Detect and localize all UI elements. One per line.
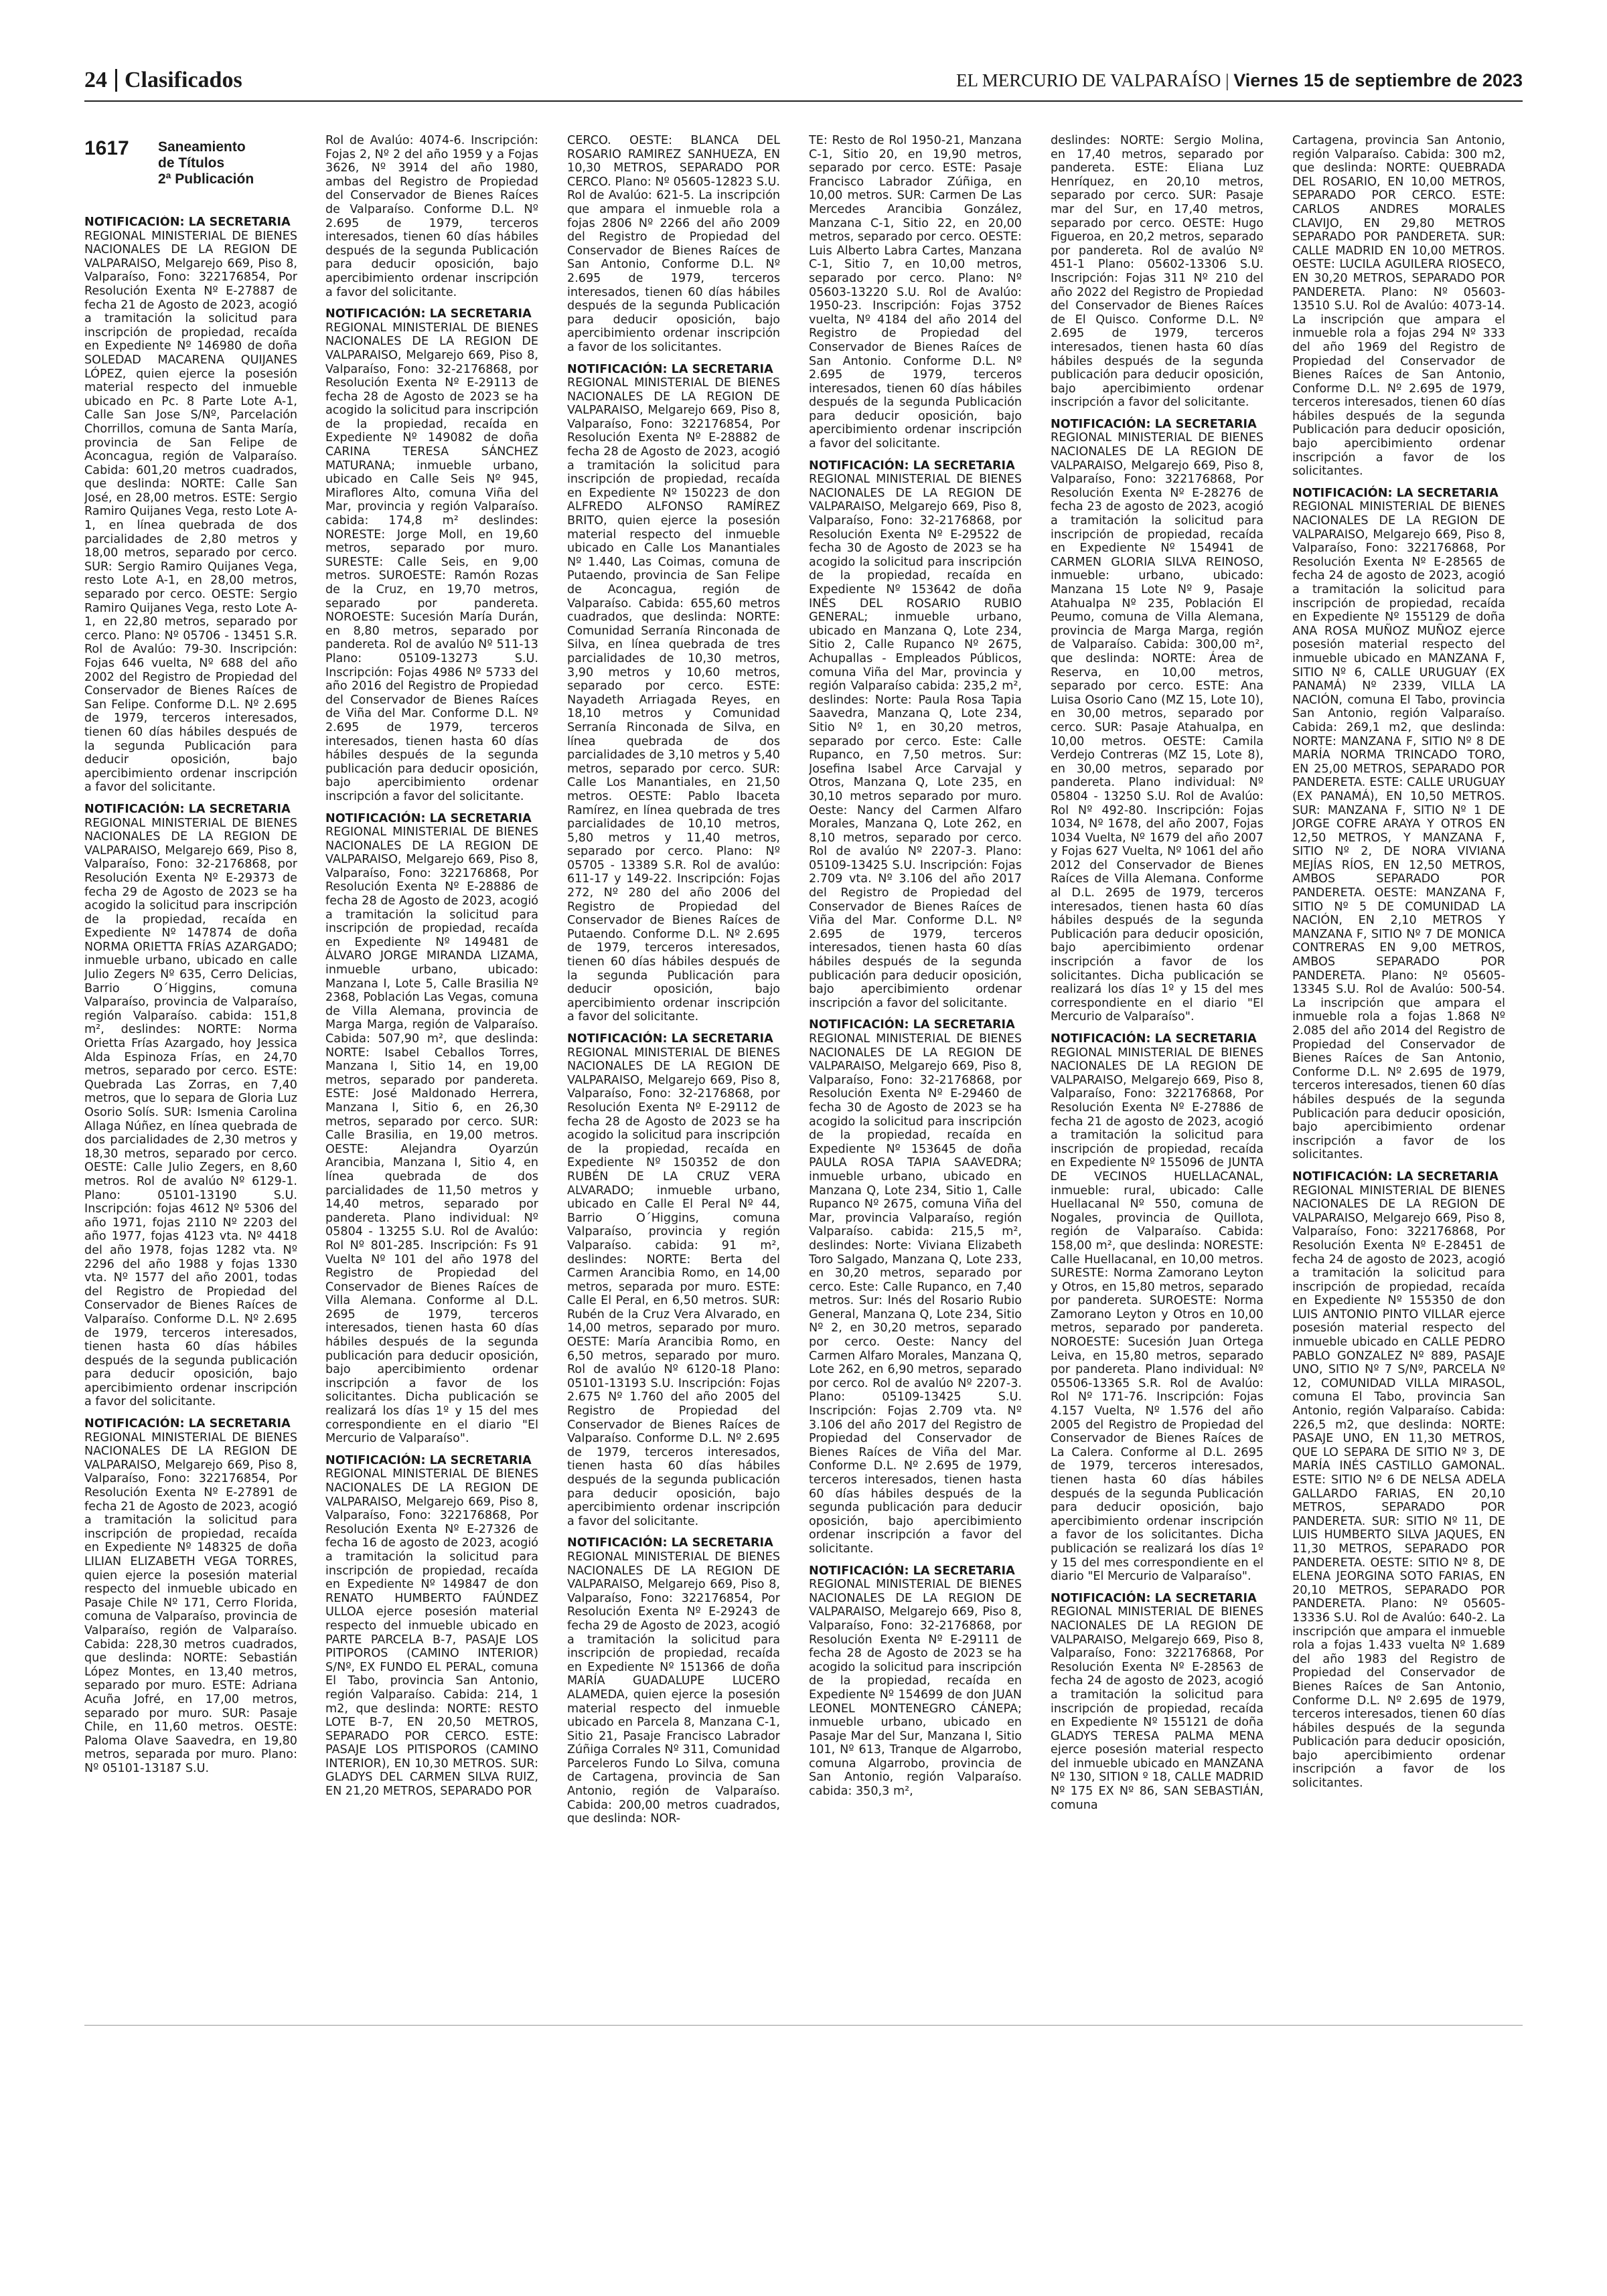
notice-heading: NOTIFICACIÓN: LA SECRETARIA: [567, 1032, 773, 1046]
legal-notice: [809, 459, 1022, 1011]
legal-notice: [325, 134, 538, 299]
legal-notice: [567, 1536, 780, 1825]
notice-heading: NOTIFICACIÓN: LA SECRETARIA: [84, 216, 291, 229]
notice-body: REGIONAL MINISTERIAL DE BIENES NACIONALES DE LA REGION DE VALPARAISO, Melgarejo 669, Piso 8, Valparaíso, Fono: 322176868, Por Resolución Exenta Nº E-28276 de fecha 23 de agosto de 2023, acogió a tramitación la solicitud para inscripción de propiedad, recaída en Expediente Nº 154941 de CARMEN GLORIA SILVA REINOSO, inmueble: urbano, ubicado: Manzana 15 Lote Nº 9, Pasaje Atahualpa Nº 235, Población El Peumo, comuna de Villa Alemana, provincia de Marga Marga, región de Valparaíso. Cabida: 300,00 m², que deslinda: NORTE: Área de Reserva, en 10,00 metros, separado por cerco. ESTE: Ana Luisa Osorio Cano (MZ 15, Lote 10), en 30,00 metros, separado por cerco. SUR: Pasaje Atahualpa, en 10,00 metros. OESTE: Camila Verdejo Contreras (MZ 15, Lote 8), en 30,00 metros, separado por pandereta. Plano individual: Nº 05804 - 13250 S.U. Rol de Avalúo: Rol Nº 492-80. Inscripción: Fojas 1034, Nº 1678, del año 2007, Fojas 1034 Vuelta, Nº 1679 del año 2007 y Fojas 627 Vuelta, Nº 1061 del año 2012 del Conservador de Bienes Raíces de Villa Alemana. Conforme al D.L. 2695 de 1979, terceros interesados, tienen hasta 60 días hábiles después de la segunda Publicación para deducir oposición, bajo apercibimiento ordenar inscripción a favor de los solicitantes. Dicha publicación se realizará los días 1º y 15 del mes correspondiente en el diario "El Mercurio de Valparaíso".: [1051, 431, 1264, 1024]
legal-notice: [325, 1454, 538, 1799]
legal-notice: [567, 363, 780, 1025]
notice-heading: NOTIFICACIÓN: LA SECRETARIA: [1051, 417, 1257, 431]
notice-body: Rol de Avalúo: 4074-6. Inscripción: Fojas 2, Nº 2 del año 1959 y a Fojas 3626, Nº 3914 del año 1980, ambas del Registro de Propiedad del Conservador de Bienes Raíces de Valparaíso. Conforme D.L. Nº 2.695 de 1979, terceros interesados, tienen 60 días hábiles después de la segunda Publicación para deducir oposición, bajo apercibimiento ordenar inscripción a favor del solicitante.: [325, 134, 538, 299]
legal-notice: [1051, 134, 1264, 410]
notice-heading: NOTIFICACIÓN: LA SECRETARIA: [84, 802, 291, 816]
notice-body: REGIONAL MINISTERIAL DE BIENES NACIONALES DE LA REGION DE VALPARAISO, Melgarejo 669, Piso 8, Valparaíso, Fono: 322176868, Por Resolución Exenta Nº E-28886 de fecha 28 de Agosto de 2023, acogió a tramitación la solicitud para inscripción de propiedad, recaída en Expediente Nº 149481 de ÁLVARO JORGE MIRANDA LIZAMA, inmueble urbano, ubicado: Manzana I, Lote 5, Calle Brasilia Nº 2368, Población Las Vegas, comuna de Villa Alemana, provincia de Marga Marga, región de Valparaíso. Cabida: 507,90 m², que deslinda: NORTE: Isabel Ceballos Torres, Manzana I, Sitio 14, en 19,00 metros, separado por pandereta. ESTE: José Maldonado Herrera, Manzana I, Sitio 6, en 26,30 metros, separado por cerco. SUR: Calle Brasilia, en 19,00 metros. OESTE: Alejandra Oyarzún Arancibia, Manzana I, Sitio 4, en línea quebrada de dos parcialidades de 11,50 metros y 14,40 metros, separado por pandereta. Plano individual: Nº 05804 - 13255 S.U. Rol de Avalúo: Rol Nº 801-285. Inscripción: Fs 91 Vuelta Nº 101 del año 1978 del Registro de Propiedad del Conservador de Bienes Raíces de Villa Alemana. Conforme al D.L. 2695 de 1979, terceros interesados, tienen hasta 60 días hábiles después de la segunda publicación para deducir oposición, bajo apercibimiento ordenar inscripción a favor de los solicitantes. Dicha publicación se realizará los días 1º y 15 del mes correspondiente en el diario "El Mercurio de Valparaíso".: [325, 825, 538, 1446]
legal-notice: [567, 134, 780, 355]
notice-heading: NOTIFICACIÓN: LA SECRETARIA: [1051, 1591, 1257, 1605]
classified-title: [158, 139, 254, 187]
notice-body: REGIONAL MINISTERIAL DE BIENES NACIONALES DE LA REGION DE VALPARAISO, Melgarejo 669, Piso 8, Valparaíso, Fono: 32-2176868, por Resolución Exenta Nº E-29522 de fecha 30 de Agosto de 2023 se ha acogido la solicitud para inscripción de la propiedad, recaída en Expediente Nº 153642 de doña INÉS DEL ROSARIO RUBIO GENERAL; inmueble urbano, ubicado en Manzana Q, Lote 234, Sitio 2, Calle Rupanco Nº 2675, Achupallas - Empleados Públicos, comuna Viña del Mar, provincia y región Valparaíso cabida: 235,2 m², deslindes: Norte: Paula Rosa Tapia Saavedra, Manzana Q, Lote 234, Sitio Nº 1, en 30,20 metros, separado por cerco. Este: Calle Rupanco, en 7,50 metros. Sur: Josefina Isabel Arce Carvajal y Otros, Manzana Q, Lote 235, en 30,10 metros separado por muro. Oeste: Nancy del Carmen Alfaro Morales, Manzana Q, Lote 262, en 8,10 metros, separado por cerco. Rol de avalúo Nº 2207-3. Plano: 05109-13425 S.U. Inscripción: Fojas 2.709 vta. Nº 3.106 del año 2017 del Registro de Propiedad del Conservador de Bienes Raíces de Viña del Mar. Conforme D.L. Nº 2.695 de 1979, terceros interesados, tienen hasta 60 días hábiles después de la segunda publicación para deducir oposición, bajo apercibimiento ordenar inscripción a favor del solicitante.: [809, 473, 1022, 1010]
legal-notice: [1292, 487, 1505, 1162]
page-header: [84, 64, 1523, 98]
notice-heading: NOTIFICACIÓN: LA SECRETARIA: [567, 362, 773, 376]
notice-body: REGIONAL MINISTERIAL DE BIENES NACIONALES DE LA REGION DE VALPARAISO, Melgarejo 669, Piso 8, Valparaíso, Fono: 32-2176868, por Resolución Exenta Nº E-29112 de fecha 28 de Agosto de 2023 se ha acogido la solicitud para inscripción de la propiedad, recaída en Expediente Nº 150352 de don RUBÉN DE LA CRUZ VERA ALVARADO; inmueble urbano, ubicado en Calle El Peral Nº 44, Barrio O´Higgins, comuna Valparaíso, provincia y región Valparaíso. cabida: 91 m², deslindes: NORTE: Berta del Carmen Arancibia Romo, en 14,00 metros, separada por muro. ESTE: Calle El Peral, en 6,50 metros. SUR: Rubén de la Cruz Vera Alvarado, en 14,00 metros, separado por muro. OESTE: María Arancibia Romo, en 6,50 metros, separado por muro. Rol de avalúo Nº 6120-18 Plano: 05101-13193 S.U. Inscripción: Fojas 2.675 Nº 1.760 del año 2005 del Registro de Propiedad del Conservador de Bienes Raíces de Valparaíso. Conforme D.L. Nº 2.695 de 1979, terceros interesados, tienen hasta 60 días hábiles después de la segunda publicación para deducir oposición, bajo apercibimiento ordenar inscripción a favor del solicitante.: [567, 1046, 780, 1528]
notice-heading: NOTIFICACIÓN: LA SECRETARIA: [809, 459, 1015, 473]
notice-body: REGIONAL MINISTERIAL DE BIENES NACIONALES DE LA REGION DE VALPARAISO, Melgarejo 669, Piso 8, Valparaíso, Fono: 322176854, Por Resolución Exenta Nº E-29243 de fecha 29 de Agosto de 2023, acogió a tramitación la solicitud para inscripción de propiedad, recaída en Expediente Nº 151366 de doña MARÍA GUADALUPE LUCERO ALAMEDA, quien ejerce la posesión material respecto del inmueble ubicado en Parcela 8, Manzana C-1, Sitio 21, Pasaje Francisco Labrador Zúñiga Corrales Nº 311, Comunidad Parceleros Fundo Lo Silva, comuna de Cartagena, provincia de San Antonio, región de Valparaíso. Cabida: 200,00 metros cuadrados, que deslinda: NOR-: [567, 1550, 780, 1826]
notice-body: REGIONAL MINISTERIAL DE BIENES NACIONALES DE LA REGION DE VALPARAISO, Melgarejo 669, Piso 8, Valparaíso, Fono: 32-2176868, por Resolución Exenta Nº E-29111 de fecha 28 de Agosto de 2023 se ha acogido la solicitud para inscripción de la propiedad, recaída en Expediente Nº 154699 de don JUAN LEONEL MONTENEGRO CÁNEPA; inmueble urbano, ubicado en Pasaje Mar del Sur, Manzana I, Sitio 101, Nº 613, Tranque de Algarrobo, comuna Algarrobo, provincia de San Antonio, región Valparaíso. cabida: 350,3 m²,: [809, 1578, 1022, 1799]
column-5: [1051, 134, 1264, 2022]
header-rule: [84, 100, 1523, 102]
legal-notice: [84, 1417, 297, 1775]
classified-title-line: 2ª Publicación: [158, 171, 254, 187]
notice-heading: NOTIFICACIÓN: LA SECRETARIA: [1292, 486, 1499, 500]
notice-body: REGIONAL MINISTERIAL DE BIENES NACIONALES DE LA REGION DE VALPARAISO, Melgarejo 669, Piso 8, Valparaíso, Fono: 322176854, Por Resolución Exenta Nº E-27887 de fecha 21 de Agosto de 2023, acogió a tramitación la solicitud para inscripción de propiedad, recaída en Expediente Nº 146980 de doña SOLEDAD MACARENA QUIJANES LÓPEZ, quien ejerce la posesión material respecto del inmueble ubicado en Pc. 8 Parte Lote A-1, Calle San Jose S/Nº, Parcelación Chorrillos, comuna de Santa María, provincia de San Felipe de Aconcagua, región de Valparaíso. Cabida: 601,20 metros cuadrados, que deslinda: NORTE: Calle San José, en 28,00 metros. ESTE: Sergio Ramiro Quijanes Vega, resto Lote A-1, en línea quebrada de dos parcialidades de 2,80 metros y 18,00 metros, separado por cerco. SUR: Sergio Ramiro Quijanes Vega, resto Lote A-1, en 28,00 metros, separado por cerco. OESTE: Sergio Ramiro Quijanes Vega, resto Lote A-1, en 22,80 metros, separado por cerco. Plano: Nº 05706 - 13451 S.R. Rol de Avalúo: 79-30. Inscripción: Fojas 646 vuelta, Nº 688 del año 2002 del Registro de Propiedad del Conservador de Bienes Raíces de San Felipe. Conforme D.L. Nº 2.695 de 1979, terceros interesados, tienen 60 días hábiles después de la segunda Publicación para deducir oposición, bajo apercibimiento ordenar inscripción a favor del solicitante.: [84, 229, 297, 795]
notice-body: REGIONAL MINISTERIAL DE BIENES NACIONALES DE LA REGION DE VALPARAISO, Melgarejo 669, Piso 8, Valparaíso, Fono: 322176854, Por Resolución Exenta Nº E-27891 de fecha 21 de Agosto de 2023, acogió a tramitación la solicitud para inscripción de propiedad, recaída en Expediente Nº 148325 de doña LILIAN ELIZABETH VEGA TORRES, quien ejerce la posesión material respecto del inmueble ubicado en Pasaje Chile Nº 171, Cerro Florida, comuna de Valparaíso, provincia de Valparaíso, región de Valparaíso. Cabida: 228,30 metros cuadrados, que deslinda: NORTE: Sebastián López Montes, en 13,40 metros, separado por muro. ESTE: Adriana Acuña Jofré, en 17,00 metros, separado por muro. SUR: Pasaje Chile, en 11,60 metros. OESTE: Paloma Olave Saavedra, en 19,80 metros, separada por muro. Plano: Nº 05101-13187 S.U.: [84, 1430, 297, 1775]
notice-body: REGIONAL MINISTERIAL DE BIENES NACIONALES DE LA REGION DE VALPARAISO, Melgarejo 669, Piso 8, Valparaíso, Fono: 32-2176868, por Resolución Exenta Nº E-29373 de fecha 29 de Agosto de 2023 se ha acogido la solicitud para inscripción de la propiedad, recaída en Expediente Nº 147874 de doña NORMA ORIETTA FRÍAS AZARGADO; inmueble urbano, ubicado en calle Julio Zegers Nº 635, Cerro Delicias, Barrio O´Higgins, comuna Valparaíso, provincia de Valparaíso, región Valparaíso. cabida: 151,8 m², deslindes: NORTE: Norma Orietta Frías Azargado, hoy Jessica Alda Espinoza Frías, en 24,70 metros, separado por cerco. ESTE: Quebrada Las Zorras, en 7,40 metros, que lo separa de Gloria Luz Osorio Solís. SUR: Ismenia Carolina Allaga Núñez, en línea quebrada de dos parcialidades de 2,30 metros y 18,30 metros, separado por cerco. OESTE: Calle Julio Zegers, en 8,60 metros. Rol de avalúo Nº 6129-1. Plano: 05101-13190 S.U. Inscripción: fojas 4612 Nº 5306 del año 1971, fojas 2110 Nº 2203 del año 1977, fojas 4123 vta. Nº 4418 del año 1978, fojas 1282 vta. Nº 2296 del año 1988 y fojas 1330 vta. Nº 1577 del año 2001, todas del Registro de Propiedad del Conservador de Bienes Raíces de Valparaíso. Conforme D.L. Nº 2.695 de 1979, terceros interesados, tienen hasta 60 días hábiles después de la segunda publicación para deducir oposición, bajo apercibimiento ordenar inscripción a favor del solicitante.: [84, 816, 297, 1409]
legal-notice: [809, 1018, 1022, 1556]
legal-notice: [1292, 134, 1505, 479]
notice-body: REGIONAL MINISTERIAL DE BIENES NACIONALES DE LA REGION DE VALPARAISO, Melgarejo 669, Piso 8, Valparaíso, Fono: 322176868, Por Resolución Exenta Nº E-28565 de fecha 24 de agosto de 2023, acogió a tramitación la solicitud para inscripción de propiedad, recaída en Expediente Nº 155129 de doña ANA ROSA MUÑOZ MUÑOZ ejerce posesión material respecto del inmueble ubicado en MANZANA F, SITIO Nº 6, CALLE URUGUAY (EX PANAMÁ) Nº 2339, VILLA LA NACIÓN, comuna El Tabo, provincia San Antonio, región Valparaíso. Cabida: 269,1 m2, que deslinda: NORTE: MANZANA F, SITIO Nº 8 DE MARÍA NORMA TRINCADO TORO, EN 25,00 METROS, SEPARADO POR PANDERETA. ESTE: CALLE URUGUAY (EX PANAMÁ), EN 10,50 METROS. SUR: MANZANA F, SITIO Nº 1 DE JORGE COFRE ARAYA Y OTROS EN 12,50 METROS, Y MANZANA F, SITIO Nº 2, DE NORA VIVIANA MEJÍAS RÍOS, EN 12,50 METROS, AMBOS SEPARADO POR PANDERETA. OESTE: MANZANA F, SITIO Nº 5 DE COMUNIDAD LA NACIÓN, EN 2,10 METROS Y MANZANA F, SITIO Nº 7 DE MONICA CONTRERAS EN 9,00 METROS, AMBOS SEPARADO POR PANDERETA. Plano: Nº 05605-13345 S.U. Rol de Avalúo: 500-54. La inscripción que ampara el inmueble rola a fojas 1.868 Nº 2.085 del año 2014 del Registro de Propiedad del Conservador de Bienes Raíces de San Antonio, Conforme D.L. Nº 2.695 de 1979, terceros interesados, tienen 60 días hábiles después de la segunda Publicación para deducir oposición, bajo apercibimiento ordenar inscripción a favor de los solicitantes.: [1292, 500, 1505, 1162]
notice-heading: NOTIFICACIÓN: LA SECRETARIA: [325, 811, 532, 825]
legal-notice: [1051, 1592, 1264, 1813]
footer-rule: [84, 2025, 1523, 2026]
notice-body: REGIONAL MINISTERIAL DE BIENES NACIONALES DE LA REGION DE VALPARAISO, Melgarejo 669, Piso 8, Valparaíso, Fono: 322176854, Por Resolución Exenta Nº E-28882 de fecha 28 de Agosto de 2023, acogió a tramitación la solicitud para inscripción de propiedad, recaída en Expediente Nº 150223 de don ALFREDO ALFONSO RAMÍREZ BRITO, quien ejerce la posesión material respecto del inmueble ubicado en Calle Los Manantiales Nº 1.440, Las Coimas, comuna de Putaendo, provincia de San Felipe de Aconcagua, región de Valparaíso. Cabida: 655,60 metros cuadrados, que deslinda: NORTE: Comunidad Serranía Rinconada de Silva, en línea quebrada de tres parcialidades de 10,30 metros, 3,90 metros y 10,60 metros, separado por cerco. ESTE: Nayadeth Arriagada Reyes, en 18,10 metros y Comunidad Serranía Rinconada de Silva, en línea quebrada de dos parcialidades de 3,10 metros y 5,40 metros, separado por cerco. SUR: Calle Los Manantiales, en 21,50 metros. OESTE: Pablo Ibaceta Ramírez, en línea quebrada de tres parcialidades de 10,10 metros, 5,80 metros y 11,40 metros, separado por cerco. Plano: Nº 05705 - 13389 S.R. Rol de avalúo: 611-17 y 149-22. Inscripción: Fojas 272, Nº 280 del año 2006 del Registro de Propiedad del Conservador de Bienes Raíces de Putaendo. Conforme D.L. Nº 2.695 de 1979, terceros interesados, tienen 60 días hábiles después de la segunda Publicación para deducir oposición, bajo apercibimiento ordenar inscripción a favor del solicitante.: [567, 376, 780, 1024]
column-3: [567, 134, 780, 2022]
newspaper-name: EL MERCURIO DE VALPARAÍSO: [956, 70, 1221, 90]
issue-date: Viernes 15 de septiembre de 2023: [1233, 70, 1523, 90]
column-2: [325, 134, 538, 2022]
column-6: [1292, 134, 1505, 2022]
notice-heading: NOTIFICACIÓN: LA SECRETARIA: [84, 1417, 291, 1431]
legal-notice: [809, 134, 1022, 451]
notice-heading: NOTIFICACIÓN: LA SECRETARIA: [325, 1453, 532, 1467]
notice-body: deslindes: NORTE: Sergio Molina, en 17,40 metros, separado por pandereta. ESTE: Eliana Luz Henríquez, en 20,10 metros, separado por cerco. SUR: Pasaje mar del Sur, en 17,40 metros, separado por cerco. OESTE: Hugo Figueroa, en 20,2 metros, separado por pandereta. Rol de avalúo Nº 451-1 Plano: 05602-13306 S.U. Inscripción: Fojas 311 Nº 210 del año 2022 del Registro de Propiedad del Conservador de Bienes Raíces de El Quisco. Conforme D.L. Nº 2.695 de 1979, terceros interesados, tienen hasta 60 días hábiles después de la segunda publicación para deducir oposición, bajo apercibimiento ordenar inscripción a favor del solicitante.: [1051, 134, 1264, 410]
legal-notice: [325, 812, 538, 1446]
legal-notice: [567, 1032, 780, 1528]
column-4: [809, 134, 1022, 2022]
notice-body: REGIONAL MINISTERIAL DE BIENES NACIONALES DE LA REGION DE VALPARAISO, Melgarejo 669, Piso 8, Valparaíso, Fono: 322176868, Por Resolución Exenta Nº E-27886 de fecha 21 de agosto de 2023, acogió a tramitación la solicitud para inscripción de propiedad, recaída en Expediente Nº 155096 de JUNTA DE VECINOS HUELLACANAL, inmueble: rural, ubicado: Calle Huellacanal Nº 550, comuna de Nogales, provincia de Quillota, región de Valparaíso. Cabida: 158,00 m², que deslinda: NORESTE: Calle Huellacanal, en 10,00 metros. SURESTE: Norma Zamorano Leyton y Otros, en 15,80 metros, separado por pandereta. SUROESTE: Norma Zamorano Leyton y Otros en 10,00 metros, separado por pandereta. NOROESTE: Sucesión Juan Ortega Leiva, en 15,80 metros, separado por pandereta. Plano individual: Nº 05506-13365 S.R. Rol de Avalúo: Rol Nº 171-76. Inscripción: Fojas 4.157 Vuelta, Nº 1.576 del año 2005 del Registro de Propiedad del Conservador de Bienes Raíces de La Calera. Conforme al D.L. 2695 de 1979, terceros interesados, tienen hasta 60 días hábiles después de la segunda Publicación para deducir oposición, bajo apercibimiento ordenar inscripción a favor de los solicitantes. Dicha publicación se realizará los días 1º y 15 del mes correspondiente en el diario "El Mercurio de Valparaíso".: [1051, 1046, 1264, 1584]
notice-heading: NOTIFICACIÓN: LA SECRETARIA: [567, 1536, 773, 1550]
classified-title-line: de Títulos: [158, 155, 225, 171]
section-title: Clasificados: [125, 68, 242, 92]
notice-body: REGIONAL MINISTERIAL DE BIENES NACIONALES DE LA REGION DE VALPARAISO, Melgarejo 669, Piso 8, Valparaíso, Fono: 322176868, Por Resolución Exenta Nº E-27326 de fecha 16 de agosto de 2023, acogió a tramitación la solicitud para inscripción de propiedad, recaída en Expediente Nº 149847 de don RENATO HUMBERTO FAÚNDEZ ULLOA ejerce posesión material respecto del inmueble ubicado en PARTE PARCELA B-7, PASAJE LOS PITIPOROS (CAMINO INTERIOR) S/Nº, EX FUNDO EL PERAL, comuna El Tabo, provincia San Antonio, región Valparaíso. Cabida: 214, 1 m2, que deslinda: NORTE: RESTO LOTE B-7, EN 20,50 METROS, SEPARADO POR CERCO. ESTE: PASAJE LOS PITISPOROS (CAMINO INTERIOR), EN 10,30 METROS. SUR: GLADYS DEL CARMEN SILVA RUIZ, EN 21,20 METROS, SEPARADO POR: [325, 1467, 538, 1799]
notice-heading: NOTIFICACIÓN: LA SECRETARIA: [809, 1564, 1015, 1578]
notice-body: REGIONAL MINISTERIAL DE BIENES NACIONALES DE LA REGION DE VALPARAISO, Melgarejo 669, Piso 8, Valparaíso, Fono: 322176868, Por Resolución Exenta Nº E-28563 de fecha 24 de agosto de 2023, acogió a tramitación la solicitud para inscripción de propiedad, recaída en Expediente Nº 155121 de doña GLADYS TERESA PALMA MENA ejerce posesión material respecto del inmueble ubicado en MANZANA Nº 130, SITION º 18, CALLE MADRID Nº 175 EX Nº 86, SAN SEBASTIÁN, comuna: [1051, 1605, 1264, 1812]
masthead: EL MERCURIO DE VALPARAÍSO | Viernes 15 de septiembre de 2023: [956, 70, 1523, 90]
notice-body: REGIONAL MINISTERIAL DE BIENES NACIONALES DE LA REGION DE VALPARAISO, Melgarejo 669, Piso 8, Valparaíso, Fono: 32-2176868, por Resolución Exenta Nº E-29113 de fecha 28 de Agosto de 2023 se ha acogido la solicitud para inscripción de la propiedad, recaída en Expediente Nº 149082 de doña CARINA TERESA SÁNCHEZ MATURANA; inmueble urbano, ubicado en Calle Seis Nº 945, Miraflores Alto, comuna Viña del Mar, provincia y región Valparaíso. cabida: 174,8 m² deslindes: NORESTE: Jorge Moll, en 19,60 metros, separado por muro. SURESTE: Calle Seis, en 9,00 metros. SUROESTE: Ramón Rozas de la Cruz, en 19,70 metros, separado por pandereta. NOROESTE: Sucesión María Durán, en 8,80 metros, separado por pandereta. Rol de avalúo Nº 511-13 Plano: 05109-13273 S.U. Inscripción: Fojas 4986 Nº 5733 del año 2016 del Registro de Propiedad del Conservador de Bienes Raíces de Viña del Mar. Conforme D.L. Nº 2.695 de 1979, terceros interesados, tienen hasta 60 días hábiles después de la segunda publicación para deducir oposición, bajo apercibimiento ordenar inscripción a favor del solicitante.: [325, 321, 538, 803]
legal-notice: [1051, 1032, 1264, 1584]
legal-notice: [84, 216, 297, 795]
notice-heading: NOTIFICACIÓN: LA SECRETARIA: [809, 1018, 1015, 1032]
notice-heading: NOTIFICACIÓN: LA SECRETARIA: [1292, 1169, 1499, 1183]
legal-notice: [84, 803, 297, 1409]
notice-body: CERCO. OESTE: BLANCA DEL ROSARIO RAMIREZ SANHUEZA, EN 10,30 METROS, SEPARADO POR CERCO. Plano: Nº 05605-12823 S.U. Rol de Avalúo: 621-5. La inscripción que ampara el inmueble rola a fojas 2806 Nº 2266 del año 2009 del Registro de Propiedad del Conservador de Bienes Raíces de San Antonio, Conforme D.L. Nº 2.695 de 1979, terceros interesados, tienen 60 días hábiles después de la segunda Publicación para deducir oposición, bajo apercibimiento ordenar inscripción a favor de los solicitantes.: [567, 134, 780, 354]
header-divider: [115, 69, 117, 92]
notice-heading: NOTIFICACIÓN: LA SECRETARIA: [325, 307, 532, 321]
classified-title-line: Saneamiento: [158, 139, 246, 155]
notice-body: TE: Resto de Rol 1950-21, Manzana C-1, Sitio 20, en 19,90 metros, separado por cerco. ESTE: Pasaje Francisco Labrador Zúñiga, en 10,00 metros. SUR: Carmen De Las Mercedes Arancibia González, Manzana C-1, Sitio 22, en 20,00 metros, separado por cerco. OESTE: Luis Alberto Labra Cartes, Manzana C-1, Sitio 7, en 10,00 metros, separado por cerco. Plano: Nº 05603-13220 S.U. Rol de Avalúo: 1950-23. Inscripción: Fojas 3752 vuelta, Nº 4184 del año 2014 del Registro de Propiedad del Conservador de Bienes Raíces de San Antonio. Conforme D.L. Nº 2.695 de 1979, terceros interesados, tienen 60 días hábiles después de la segunda Publicación para deducir oposición, bajo apercibimiento ordenar inscripción a favor del solicitante.: [809, 134, 1022, 451]
column-1: [84, 216, 297, 2022]
legal-notice: [325, 307, 538, 803]
legal-notice: [1051, 418, 1264, 1024]
notice-body: Cartagena, provincia San Antonio, región Valparaíso. Cabida: 300 m2, que deslinda: NORTE: QUEBRADA DEL ROSARIO, EN 10,00 METROS, SEPARADO POR CERCO. ESTE: CARLOS ANDRES MORALES CLAVIJO, EN 29,80 METROS SEPARADO POR PANDERETA. SUR: CALLE MADRID EN 10,00 METROS. OESTE: LUCILA AGUILERA RIOSECO, EN 30,20 METROS, SEPARADO POR PANDERETA. Plano: Nº 05603-13510 S.U. Rol de Avalúo: 4073-14. La inscripción que ampara el inmueble rola a fojas 294 Nº 333 del año 1969 del Registro de Propiedad del Conservador de Bienes Raíces de San Antonio, Conforme D.L. Nº 2.695 de 1979, terceros interesados, tienen 60 días hábiles después de la segunda Publicación para deducir oposición, bajo apercibimiento ordenar inscripción a favor de los solicitantes.: [1292, 134, 1505, 479]
notice-body: REGIONAL MINISTERIAL DE BIENES NACIONALES DE LA REGION DE VALPARAISO, Melgarejo 669, Piso 8, Valparaíso, Fono: 322176868, Por Resolución Exenta Nº E-28451 de fecha 24 de agosto de 2023, acogió a tramitación la solicitud para inscripción de propiedad, recaída en Expediente Nº 155350 de don LUIS ANTONIO PINTO VILLAR ejerce posesión material respecto del inmueble ubicado en CALLE PEDRO PABLO GONZALEZ Nº 889, PASAJE UNO, SITIO Nº 7 S/Nº, PARCELA Nº 12, COMUNIDAD VILLA MIRASOL, comuna El Tabo, provincia San Antonio, región Valparaíso. Cabida: 226,5 m2, que deslinda: NORTE: PASAJE UNO, EN 11,30 METROS, QUE LO SEPARA DE SITIO Nº 3, DE MARÍA INÉS CASTILLO GAMONAL. ESTE: SITIO Nº 6 DE NELSA ADELA GALLARDO FARIAS, EN 20,10 METROS, SEPARADO POR PANDERETA. SUR: SITIO Nº 11, DE LUIS HUMBERTO SILVA JAQUES, EN 11,30 METROS, SEPARADO POR PANDERETA. OESTE: SITIO Nº 8, DE ELENA JEORGINA SOTO FARIAS, EN 20,10 METROS, SEPARADO POR PANDERETA. Plano: Nº 05605-13336 S.U. Rol de Avalúo: 640-2. La inscripción que ampara el inmueble rola a fojas 1.433 vuelta Nº 1.689 del año 1983 del Registro de Propiedad del Conservador de Bienes Raíces de San Antonio, Conforme D.L. Nº 2.695 de 1979, terceros interesados, tienen 60 días hábiles después de la segunda Publicación para deducir oposición, bajo apercibimiento ordenar inscripción a favor de los solicitantes.: [1292, 1183, 1505, 1791]
legal-notice: [809, 1564, 1022, 1799]
legal-notice: [1292, 1170, 1505, 1791]
notice-body: REGIONAL MINISTERIAL DE BIENES NACIONALES DE LA REGION DE VALPARAISO, Melgarejo 669, Piso 8, Valparaíso, Fono: 32-2176868, por Resolución Exenta Nº E-29460 de fecha 30 de Agosto de 2023 se ha acogido la solicitud para inscripción de la propiedad, recaída en Expediente Nº 153645 de doña PAULA ROSA TAPIA SAAVEDRA; inmueble urbano, ubicado en Manzana Q, Lote 234, Sitio 1, Calle Rupanco Nº 2675, comuna Viña del Mar, provincia Valparaíso, región Valparaíso. cabida: 215,5 m², deslindes: Norte: Viviana Elizabeth Toro Salgado, Manzana Q, Lote 233, en 30,20 metros, separado por cerco. Este: Calle Rupanco, en 7,40 metros. Sur: Inés del Rosario Rubio General, Manzana Q, Lote 234, Sitio Nº 2, en 30,20 metros, separado por cerco. Oeste: Nancy del Carmen Alfaro Morales, Manzana Q, Lote 262, en 6,90 metros, separado por cerco. Rol de avalúo Nº 2207-3. Plano: 05109-13425 S.U. Inscripción: Fojas 2.709 vta. Nº 3.106 del año 2017 del Registro de Propiedad del Conservador de Bienes Raíces de Viña del Mar. Conforme D.L. Nº 2.695 de 1979, terceros interesados, tienen hasta 60 días hábiles después de la segunda publicación para deducir oposición, bajo apercibimiento ordenar inscripción a favor del solicitante.: [809, 1032, 1022, 1556]
notice-heading: NOTIFICACIÓN: LA SECRETARIA: [1051, 1032, 1257, 1046]
page-number: 24: [84, 68, 107, 92]
classified-code: 1617: [84, 137, 129, 159]
